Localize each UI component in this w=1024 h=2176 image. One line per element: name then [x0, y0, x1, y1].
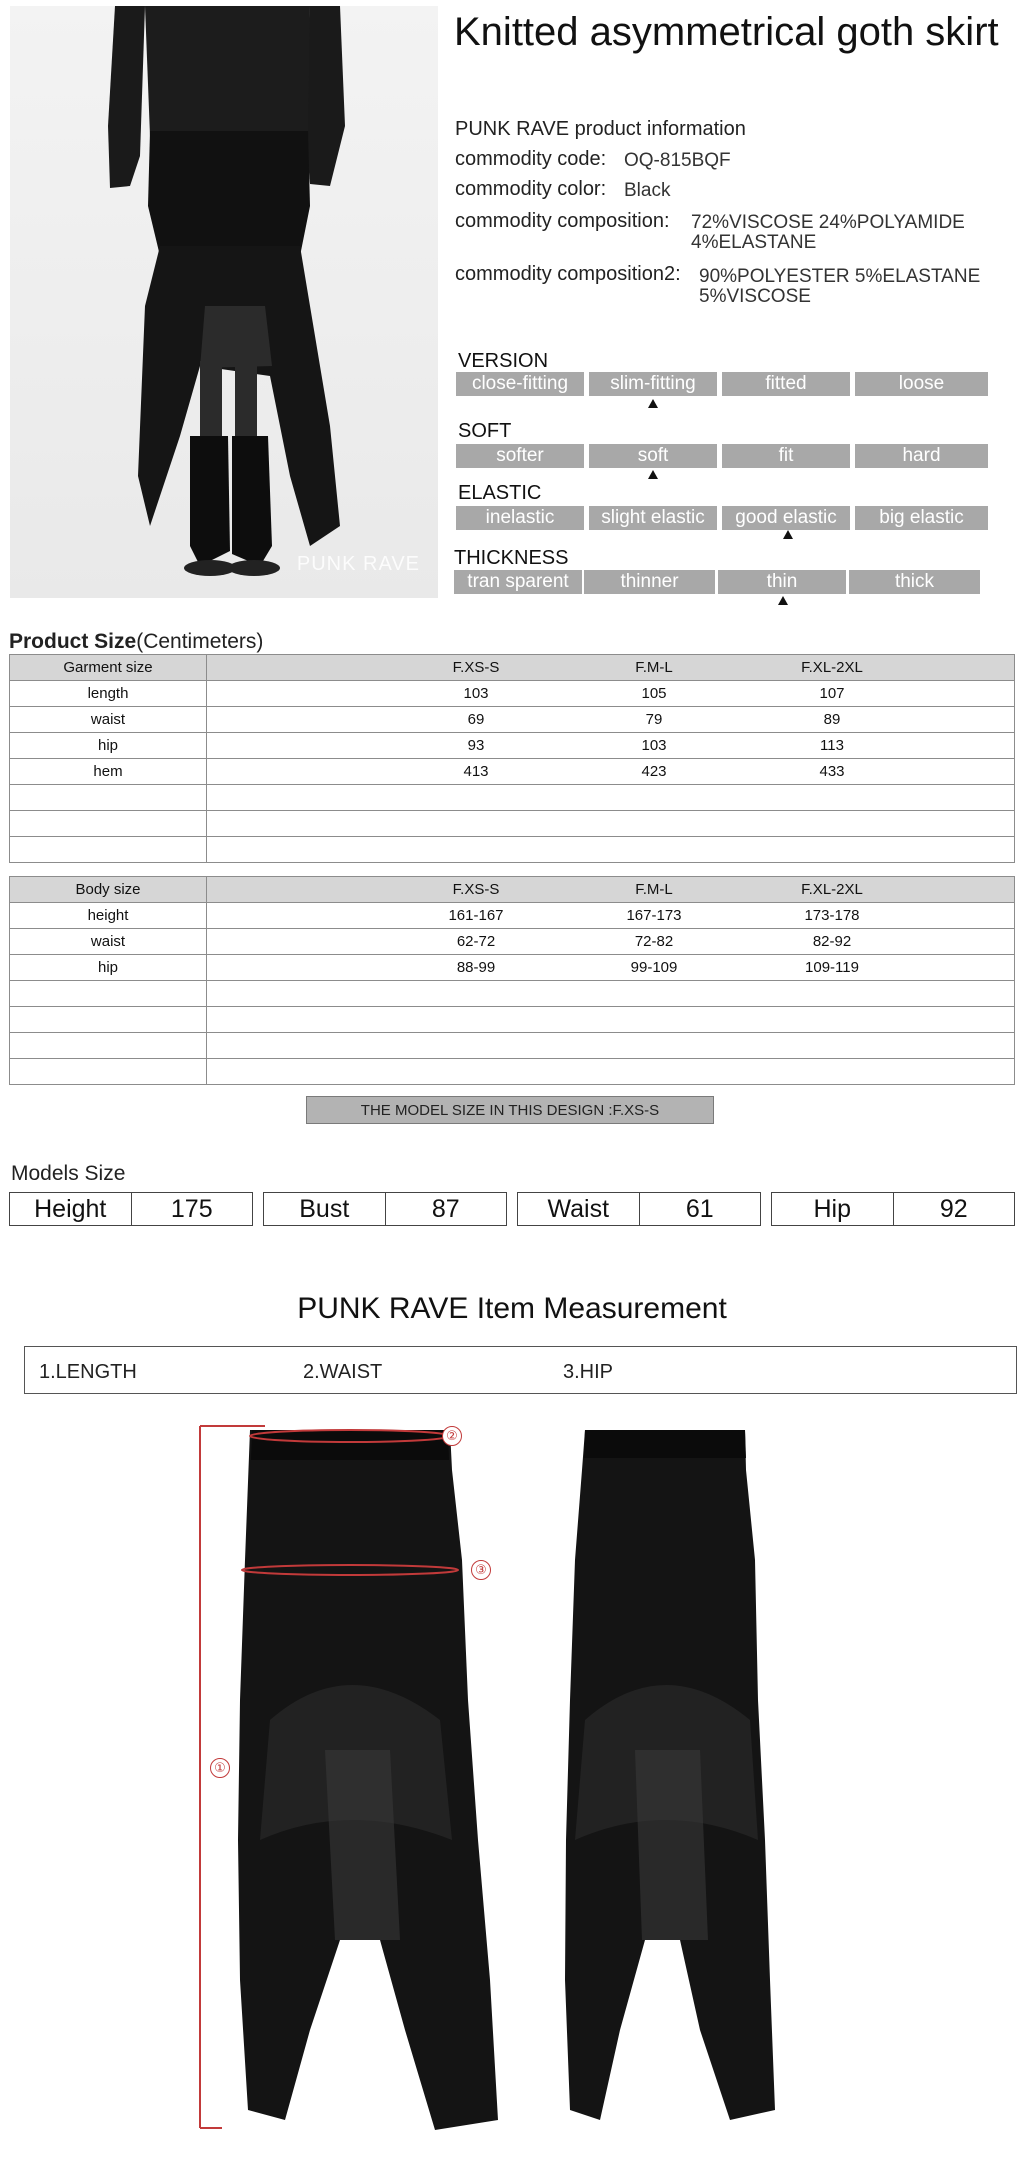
front-sheer-panel [325, 1750, 400, 1940]
table-header-cell: F.XL-2XL [801, 659, 863, 676]
table-row-empty [10, 1059, 1015, 1085]
row-values [207, 929, 1015, 955]
table-cell: 113 [820, 737, 844, 754]
elastic-option: inelastic [456, 506, 584, 530]
table-header-cell: Body size [10, 877, 207, 903]
model-wearing-skirt-illustration [10, 6, 438, 598]
table-cell: 109-119 [805, 959, 859, 976]
row-values [207, 955, 1015, 981]
table-cell: 89 [823, 711, 841, 728]
table-header-values [207, 877, 1015, 903]
table-row [10, 681, 1015, 707]
color-value: Black [624, 180, 671, 201]
thickness-selected-marker-icon [778, 596, 788, 605]
table-cell: 167-173 [626, 907, 682, 924]
thickness-option: thin [718, 570, 846, 594]
soft-option: hard [855, 444, 988, 468]
table-header-cell: Garment size [10, 655, 207, 681]
table-row-empty [10, 1033, 1015, 1059]
back-waistband [584, 1430, 746, 1458]
table-cell: 82-92 [812, 933, 852, 950]
table-row [10, 733, 1015, 759]
model-waist-cell [517, 1192, 761, 1226]
skirt-measurement-diagram [190, 1420, 790, 2140]
row-label: height [10, 903, 207, 929]
table-header-cell: F.XS-S [452, 881, 500, 898]
composition-label: commodity composition: [455, 210, 670, 232]
elastic-selected-marker-icon [783, 530, 793, 539]
model-measure-label: Bust [299, 1195, 350, 1223]
product-size-heading-unit: (Centimeters) [136, 630, 264, 653]
row-label: length [10, 681, 207, 707]
table-cell: 161-167 [448, 907, 504, 924]
table-cell: 79 [645, 711, 663, 728]
elastic-option: big elastic [855, 506, 988, 530]
table-cell: 99-109 [630, 959, 678, 976]
table-row-empty [10, 981, 1015, 1007]
table-row [10, 903, 1015, 929]
table-row [10, 759, 1015, 785]
elastic-option: good elastic [722, 506, 850, 530]
version-scale-title: VERSION [458, 350, 549, 372]
product-size-heading-bold: Product Size [9, 630, 137, 653]
composition-value-line1: 72%VISCOSE 24%POLYAMIDE [691, 212, 965, 233]
composition2-label: commodity composition2: [455, 263, 681, 285]
version-option: slim-fitting [589, 372, 717, 396]
model-measure-value: 87 [385, 1193, 507, 1225]
model-measure-value: 61 [639, 1193, 761, 1225]
row-values [207, 681, 1015, 707]
table-cell: 173-178 [804, 907, 860, 924]
model-bust-cell [263, 1192, 507, 1226]
table-header-values [207, 655, 1015, 681]
front-waistband [251, 1430, 449, 1460]
elastic-scale-title: ELASTIC [458, 482, 542, 504]
waist-marker: ② [442, 1426, 462, 1446]
row-label: waist [10, 707, 207, 733]
table-cell: 103 [641, 737, 667, 754]
soft-option: soft [589, 444, 717, 468]
table-row-empty [10, 785, 1015, 811]
table-row-empty [10, 837, 1015, 863]
product-title: Knitted asymmetrical goth skirt [454, 10, 999, 54]
row-label: waist [10, 929, 207, 955]
product-photo [10, 6, 438, 598]
table-header-cell: F.M-L [635, 881, 673, 898]
models-size-title: Models Size [11, 1162, 126, 1185]
table-cell: 72-82 [634, 933, 674, 950]
measurement-legend-box [24, 1346, 1017, 1394]
table-header-cell: F.M-L [635, 659, 673, 676]
model-measure-label: Waist [547, 1195, 610, 1223]
table-header-cell: F.XS-S [452, 659, 500, 676]
length-marker: ① [210, 1758, 230, 1778]
composition2-value-line1: 90%POLYESTER 5%ELASTANE [699, 266, 981, 287]
row-values [207, 903, 1015, 929]
measurement-item-length: 1.LENGTH [39, 1361, 137, 1383]
code-label: commodity code: [455, 148, 607, 170]
measurement-title: PUNK RAVE Item Measurement [297, 1292, 727, 1325]
version-option: loose [855, 372, 988, 396]
table-row-empty [10, 1007, 1015, 1033]
table-row [10, 955, 1015, 981]
row-values [207, 733, 1015, 759]
row-label: hem [10, 759, 207, 785]
code-value: OQ-815BQF [624, 150, 731, 171]
skirt-flat-lay-illustration [190, 1420, 790, 2140]
table-header-row [10, 877, 1015, 903]
body-size-table [9, 876, 1015, 1085]
table-cell: 423 [641, 763, 667, 780]
row-values [207, 707, 1015, 733]
table-cell: 103 [463, 685, 489, 702]
version-selected-marker-icon [648, 399, 658, 408]
product-size-heading [9, 630, 263, 654]
table-cell: 93 [467, 737, 485, 754]
thickness-option: tran sparent [454, 570, 582, 594]
brand-info-line: PUNK RAVE product information [455, 118, 746, 140]
row-values [207, 759, 1015, 785]
back-sheer-panel [635, 1750, 708, 1940]
color-label: commodity color: [455, 178, 607, 200]
thickness-scale-title: THICKNESS [454, 547, 569, 569]
table-row [10, 929, 1015, 955]
table-header-row [10, 655, 1015, 681]
table-cell: 62-72 [456, 933, 496, 950]
garment-size-table [9, 654, 1015, 863]
models-size-row [9, 1192, 1015, 1226]
soft-option: softer [456, 444, 584, 468]
table-header-cell: F.XL-2XL [801, 881, 863, 898]
model-measure-label: Hip [813, 1195, 851, 1223]
model-height-cell [9, 1192, 253, 1226]
model-size-note: THE MODEL SIZE IN THIS DESIGN :F.XS-S [306, 1096, 714, 1124]
table-cell: 105 [641, 685, 667, 702]
elastic-option: slight elastic [589, 506, 717, 530]
row-label: hip [10, 733, 207, 759]
table-cell: 433 [819, 763, 845, 780]
thickness-option: thick [849, 570, 980, 594]
measurement-item-hip: 3.HIP [563, 1361, 614, 1383]
table-cell: 69 [467, 711, 485, 728]
version-option: fitted [722, 372, 850, 396]
model-hip-cell [771, 1192, 1015, 1226]
table-cell: 107 [819, 685, 845, 702]
table-row-empty [10, 811, 1015, 837]
soft-option: fit [722, 444, 850, 468]
soft-selected-marker-icon [648, 470, 658, 479]
table-row [10, 707, 1015, 733]
row-label: hip [10, 955, 207, 981]
composition-value-line2: 4%ELASTANE [691, 232, 817, 253]
soft-scale-title: SOFT [458, 420, 512, 442]
measurement-item-waist: 2.WAIST [303, 1361, 383, 1383]
model-measure-value: 175 [131, 1193, 253, 1225]
thickness-option: thinner [584, 570, 715, 594]
model-measure-label: Height [34, 1195, 107, 1223]
composition2-value-line2: 5%VISCOSE [699, 286, 811, 307]
hip-marker: ③ [471, 1560, 491, 1580]
watermark: PUNK RAVE [296, 553, 420, 575]
table-cell: 88-99 [456, 959, 496, 976]
model-measure-value: 92 [893, 1193, 1015, 1225]
version-option: close-fitting [456, 372, 584, 396]
table-cell: 413 [463, 763, 489, 780]
